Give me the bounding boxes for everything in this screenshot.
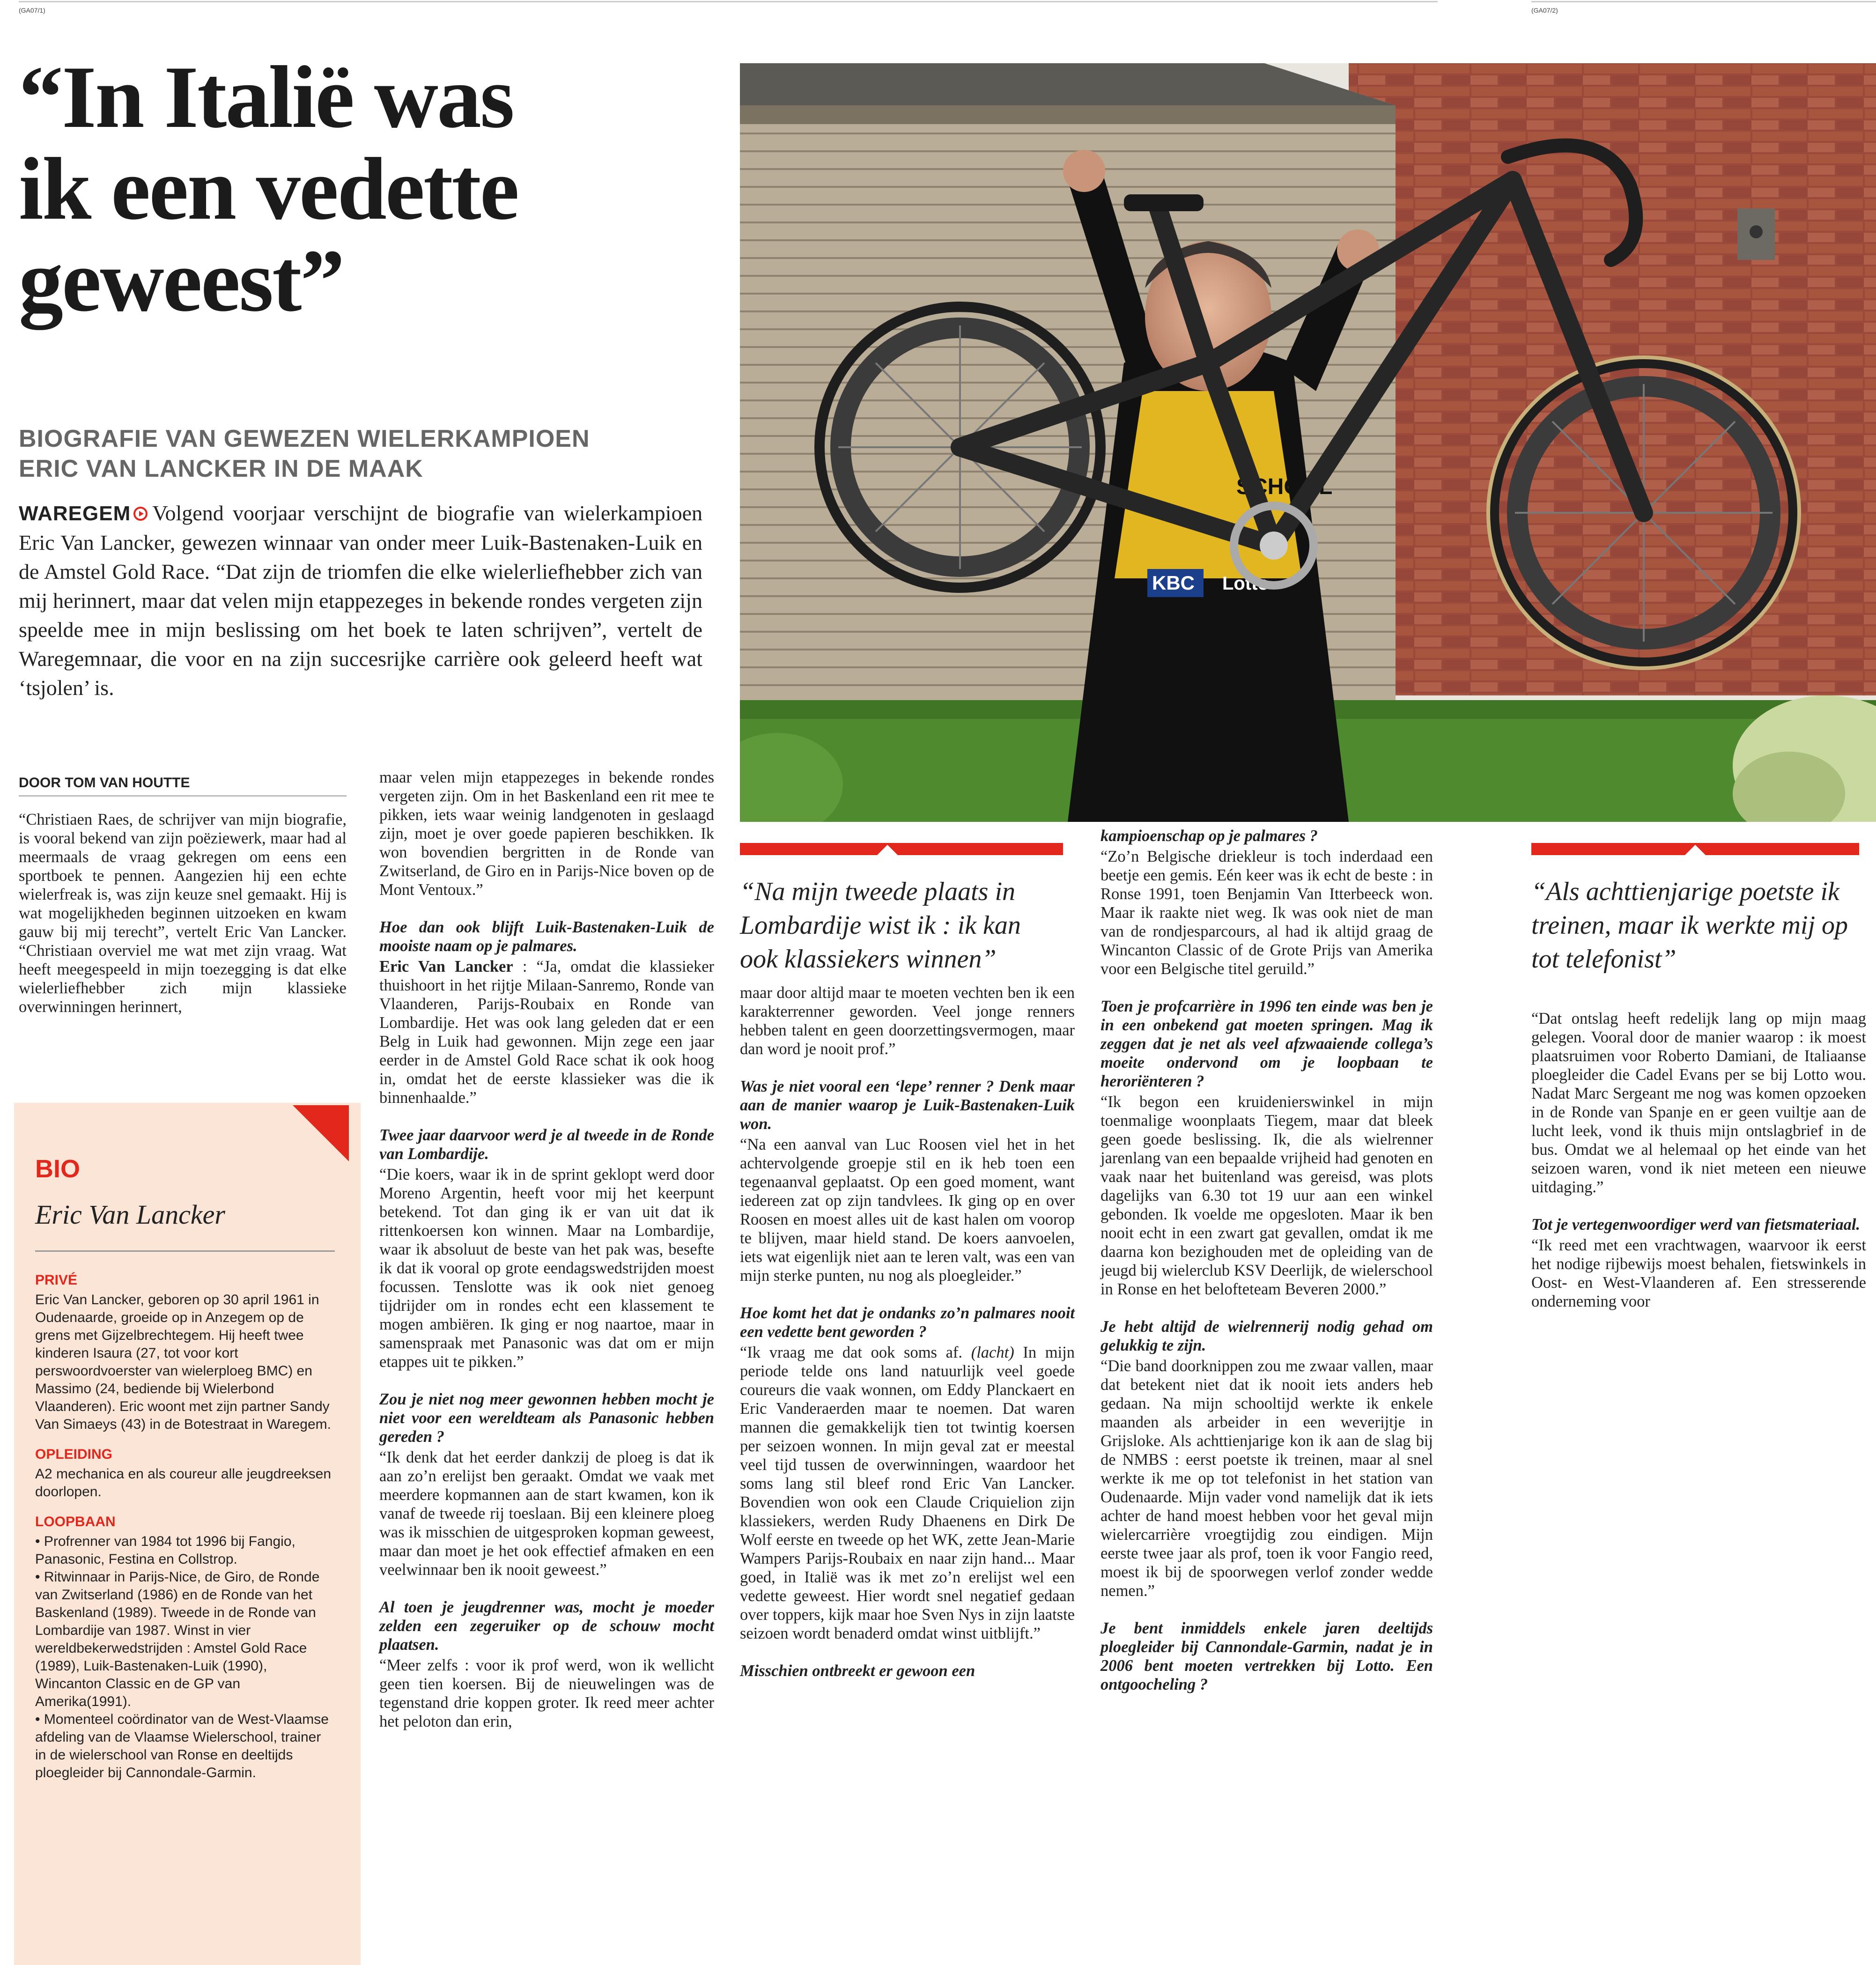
- jersey-lotto-text: Lotto: [1222, 573, 1269, 594]
- interview-answer: “Ik reed met een vrachtwagen, waarvoor ik eerst het nodige rijbewijs moest behalen, fietswinkels in Oost- en West-Vlaanderen af. Een stresserende onderneming voor: [1531, 1236, 1866, 1310]
- article-column-4: [1100, 827, 1433, 1696]
- interview-answer: “Ik vraag me dat ook soms af. (lacht) In mijn periode telde ons land natuurlijk veel goede coureurs die vaak wonnen, om Eddy Planckaert en Eric Vanderaerden maar te noemen. Dat waren mannen die gemakkelijk tien tot twintig koersen per seizoen wonnen. In mijn geval zat er meestal veel tijd tussen de overwinningen, waardoor het soms lang stil bleef rond Eric Van Lancker. Bovendien won ook een Claude Criquielion zijn klassiekers, werden Rudy Dhaenens en Dirk De Wolf eerste en tweede op het WK, zette Jean-Marie Wampers Parijs-Roubaix en naar zijn hand... Maar goed, in Italië was ik met zo’n erelijst wel een vedette geweest. Hier wordt snel negatief gedaan over toppers, kijk maar hoe Sven Nys in zijn laatste seizoen wordt benaderd omdat winst uitblijft.”: [740, 1344, 1075, 1642]
- photo-eric-van-lancker-with-bike: [740, 63, 1876, 822]
- headline-line-2: ik een vedette: [19, 140, 518, 238]
- interview-question: Toen je profcarrière in 1996 ten einde was ben je in een onbekend gat moeten springen. Mag ik zeggen dat je net als veel afzwaaiende collega’s moeite ondervond om je loopbaan te heroriënteren ?: [1100, 997, 1433, 1090]
- col5-paragraph-1: “Dat ontslag heeft redelijk lang op mijn maag gelegen. Vooral door de manier waarop : ik moest plaatsruimen voor Roberto Damiani, de Italiaanse ploegleider die Cadel Evans per se bij Lotto wou. Nadat Marc Sergeant me nog was komen opzoeken in de Ronde van Spanje en er geen vuiltje aan de lucht leek, vond ik thuis mijn ontslagbrief in de bus. Omdat we al helemaal op het einde van het seizoen waren, vond ik niet meteen een nieuwe uitdaging.”: [1531, 1010, 1866, 1196]
- list-item: • Ritwinnaar in Parijs-Nice, de Giro, de Ronde van Zwitserland (1986) en de Ronde van het Baskenland (1989). Tweede in de Ronde van Lombardije van 1987. Winst in vier wereldbekerwedstrijden : Amstel Gold Race (1989), Luik-Bastenaken-Luik (1990), Wincanton Classic en de GP van Amerika(1991).: [35, 1569, 320, 1709]
- interview-question: Was je niet vooral een ‘lepe’ renner ? Denk maar aan de manier waarop je Luik-Bastenaken-Luik won.: [740, 1078, 1075, 1133]
- subheadline: [19, 424, 721, 484]
- bio-heading-prive: PRIVÉ: [35, 1272, 78, 1288]
- byline: DOOR TOM VAN HOUTTE: [19, 775, 190, 790]
- bio-divider: [35, 1250, 335, 1252]
- interview-question: Al toen je jeugdrenner was, mocht je moeder zelden een zegeruiker op de schouw mocht plaatsen.: [379, 1598, 714, 1654]
- interview-answer: Eric Van Lancker : “Ja, omdat die klassieker thuishoort in het rijtje Milaan-Sanremo, Ronde van Vlaanderen, Parijs-Roubaix en Ronde van Lombardije. Het was ook lang geleden dat er een Belg in Luik had gewonnen. Mijn zege een jaar eerder in de Amstel Gold Race schat ik ook hoog in, omdat het de eerste klassieker was die ik binnenhaalde.”: [379, 958, 715, 1107]
- bio-prive-text: Eric Van Lancker, geboren op 30 april 1961 in Oudenaarde, groeide op in Anzegem op de grens met Gijzelbrechtegem. Hij heeft twee kinderen Isaura (27, tot voor kort perswoordvoerster van wielerploeg BMC) en Massimo (24, bediende bij Wielerbond Vlaanderen). Eric woont met zijn partner Sandy Van Simaeys (43) in de Botestraat in Waregem.: [35, 1292, 331, 1432]
- bio-loopbaan-list: [35, 1533, 335, 1782]
- page-code-right: (GA07/2): [1531, 7, 1558, 14]
- article-column-1: [19, 810, 347, 1035]
- bio-body: [35, 1271, 335, 1782]
- interview-question: Je bent inmiddels enkele jaren deeltijds ploegleider bij Cannondale-Garmin, nadat je in 2006 bent moeten vertrekken bij Lotto. Een ontgoocheling ?: [1100, 1619, 1433, 1693]
- interview-question: Misschien ontbreekt er gewoon een: [740, 1662, 975, 1680]
- lead-paragraph: [19, 499, 702, 702]
- play-arrow-icon: [133, 507, 148, 521]
- page-code-left: (GA07/1): [19, 7, 45, 14]
- article-column-5: [1531, 1009, 1866, 1330]
- interview-question: Je hebt altijd de wielrennerij nodig gehad om gelukkig te zijn.: [1100, 1318, 1433, 1354]
- interview-answer: “Meer zelfs : voor ik prof werd, won ik wellicht geen tien koersen. Bij de nieuwelingen was de tegenstand drie koppen groter. Ik reed meer achter het peloton dan erin,: [379, 1656, 714, 1730]
- subheadline-line-1: BIOGRAFIE VAN GEWEZEN WIELERKAMPIOEN: [19, 425, 590, 452]
- bio-corner-flag: [293, 1105, 349, 1161]
- answer-speaker: Eric Van Lancker: [379, 958, 513, 975]
- interview-question: Hoe dan ook blijft Luik-Bastenaken-Luik de mooiste naam op je palmares.: [379, 918, 714, 955]
- col1-paragraph: “Christiaen Raes, de schrijver van mijn biografie, is vooral bekend van zijn poëziewerk, maar had al meermaals de vraag gekregen om eens een sportboek te pennen. Aangezien hij een echte wielerfreak is, was zijn keuze snel gemaakt. Hij is wat mogelijkheden beginnen uitzoeken en kwam gauw bij mij terecht”, vertelt Eric Van Lancker. “Christiaan overviel me wat met zijn vraag. Wat heeft meegespeeld in mijn toezegging is dat elke wielerliefhebber zich mijn klassieke overwinningen herinnert,: [19, 811, 347, 1016]
- pull-quote-notch: [1685, 845, 1706, 855]
- pull-quote-notch: [877, 845, 898, 855]
- list-item: • Momenteel coördinator van de West-Vlaamse afdeling van de Vlaamse Wielerschool, trainer in de wielerschool van Ronse en deeltijds ploegleider bij Cannondale-Garmin.: [35, 1712, 329, 1780]
- col2-paragraph-1: maar velen mijn etappezeges in bekende rondes vergeten zijn. Om in het Baskenland een rit mee te pikken, iets waar weinig landgenoten in geslaagd zijn, moet je over goede papieren beschikken. Ik won bovendien bergritten in de Ronde van Zwitserland, de Giro en in Parijs-Nice boven op de Mont Ventoux.”: [379, 768, 714, 899]
- top-rule-left: [19, 1, 1438, 2]
- bio-label: BIO: [35, 1155, 81, 1183]
- list-item: • Profrenner van 1984 tot 1996 bij Fangio, Panasonic, Festina en Collstrop.: [35, 1534, 295, 1567]
- article-column-3: [740, 983, 1075, 1682]
- bio-name: Eric Van Lancker: [35, 1199, 225, 1230]
- dateline: WAREGEM: [19, 502, 131, 525]
- subheadline-line-2: ERIC VAN LANCKER IN DE MAAK: [19, 455, 423, 482]
- interview-answer: “Ik begon een kruidenierswinkel in mijn toenmalige woonplaats Tiegem, maar dat bleek geen goede beslissing. Ik, die als wielrenner jarenlang van een bepaalde vrijheid had genoten en vaak naar het buitenland was gereisd, was plots dagelijks van 6.30 tot 19 uur aan een winkel gebonden. Ik voelde me opgesloten. Maar ik ben nooit echt in een zwart gat gevallen, omdat ik me daarna kon bezighouden met de opleiding van de jeugd bij wielerclub KSV Deerlijk, de wielerschool in Ronse en het belofteteam Beveren 2000.”: [1100, 1093, 1433, 1298]
- headline-line-1: “In Italië was: [19, 48, 513, 147]
- interview-answer: “Ik denk dat het eerder dankzij de ploeg is dat ik aan zo’n erelijst ben geraakt. Omdat we vaak met meerdere kopmannen aan de start kwamen, kon ik vanaf de tweede rij toeslaan. Bij een kleinere ploeg was ik misschien de uitgesproken kopman geweest, maar dan moet je het ook effectief afmaken en een veelwinnaar ben ik nooit geweest.”: [379, 1448, 714, 1579]
- interview-question: Hoe komt het dat je ondanks zo’n palmares nooit een vedette bent geworden ?: [740, 1304, 1075, 1341]
- lead-text: Volgend voorjaar verschijnt de biografie van wielerkampioen Eric Van Lancker, gewezen winnaar van onder meer Luik-Bastenaken-Luik en de Amstel Gold Race. “Dat zijn de triomfen die elke wielerliefhebber zich van mij herinnert, maar dat velen mijn etappezeges in bekende rondes vergeten zijn speelde mee in mijn beslissing om het boek te laten schrijven”, vertelt de Waregemnaar, die voor en na zijn succesrijke carrière ook geleerd heeft wat ‘tsjolen’ is.: [19, 501, 702, 700]
- byline-rule: [19, 795, 347, 797]
- top-rule-right: [1531, 1, 1876, 2]
- interview-question: Zou je niet nog meer gewonnen hebben mocht je niet voor een wereldteam als Panasonic hebben gereden ?: [379, 1390, 714, 1446]
- pull-quote-2: “Als achttienjarige poetste ik treinen, maar ik werkte mij op tot telefonist”: [1531, 877, 1848, 974]
- col3-paragraph-1: maar door altijd maar te moeten vechten ben ik een karakterrenner geworden. Veel jonge renners hebben talent en geen doorzettingsvermogen, maar dan word je nooit prof.”: [740, 984, 1075, 1058]
- article-column-2: [379, 768, 714, 1750]
- interview-question: Tot je vertegenwoordiger werd van fietsmateriaal.: [1531, 1216, 1861, 1234]
- bio-heading-loopbaan: LOOPBAAN: [35, 1514, 116, 1529]
- bio-heading-opleiding: OPLEIDING: [35, 1447, 113, 1462]
- interview-question: Twee jaar daarvoor werd je al tweede in de Ronde van Lombardije.: [379, 1126, 714, 1163]
- jersey-school-text: SCHOOL: [1236, 474, 1333, 499]
- jersey-kbc-text: KBC: [1152, 572, 1195, 594]
- pull-quote-tab: [740, 843, 1063, 855]
- bio-opleiding-text: A2 mechanica en als coureur alle jeugdreeksen doorlopen.: [35, 1466, 332, 1500]
- interview-answer: “Die koers, waar ik in de sprint geklopt werd door Moreno Argentin, heeft voor mij het keerpunt betekend. Tot dan ging ik er van uit dat ik rittenkoersen kon winnen. Maar na Lombardije, waar ik absoluut de beste van het pak was, besefte ik dat ik vooral op grote eendagswedstrijden moest focussen. Tenslotte was ik ook niet genoeg tijdrijder om in rondes echt een klassement te mogen ambiëren. Ik ging er nog naartoe, maar in samenspraak met Panasonic was dat om er mijn etappes uit te pikken.”: [379, 1166, 714, 1371]
- interview-answer: “Zo’n Belgische driekleur is toch inderdaad een beetje een gemis. Eén keer was ik echt de beste : in Ronse 1991, toen Benjamin Van Itterbeeck won. Maar ik raakte niet weg. Ik was ook niet de man van de rondjesparcours, al had ik altijd graag de Wincanton Classic of de Grote Prijs van Amerika voor een Belgische titel geruild.”: [1100, 848, 1433, 978]
- headline: [19, 48, 740, 330]
- interview-answer: “Die band doorknippen zou me zwaar vallen, maar dat betekent niet dat ik nooit iets anders heb gedaan. Na mijn schooltijd werkte ik enkele maanden als arbeider in een weverijtje in Grijsloke. Als achttienjarige kon ik aan de slag bij de NMBS : eerst poetste ik treinen, maar al snel werkte ik me op tot telefonist in het station van Oudenaarde. Mijn vader vond namelijk dat ik iets achter de hand moest hebben voor het geval mijn wielercarrière vroegtijdig zou eindigen. Mijn eerste twee jaar als prof, toen ik voor Fangio reed, moest ik bij de spoorwegen verlof zonder wedde nemen.”: [1100, 1357, 1433, 1600]
- headline-line-3: geweest”: [19, 232, 344, 330]
- pull-quote-1: “Na mijn tweede plaats in Lombardije wist ik : ik kan ook klassiekers winnen”: [740, 877, 1021, 974]
- interview-question: kampioenschap op je palmares ?: [1100, 827, 1318, 845]
- interview-answer: “Na een aanval van Luc Roosen viel het in het achtervolgende groepje stil en ik heb toen een tegenaanval geplaatst. Op een goed moment, want iedereen zat op zijn tandvlees. Ik ging op en over Roosen en moest alles uit de kast halen om voorop te blijven, maar hield stand. De koers aanvoelen, iets wat eigenlijk niet aan te leren valt, was een van mijn sterke punten, nu nog als ploegleider.”: [740, 1136, 1075, 1285]
